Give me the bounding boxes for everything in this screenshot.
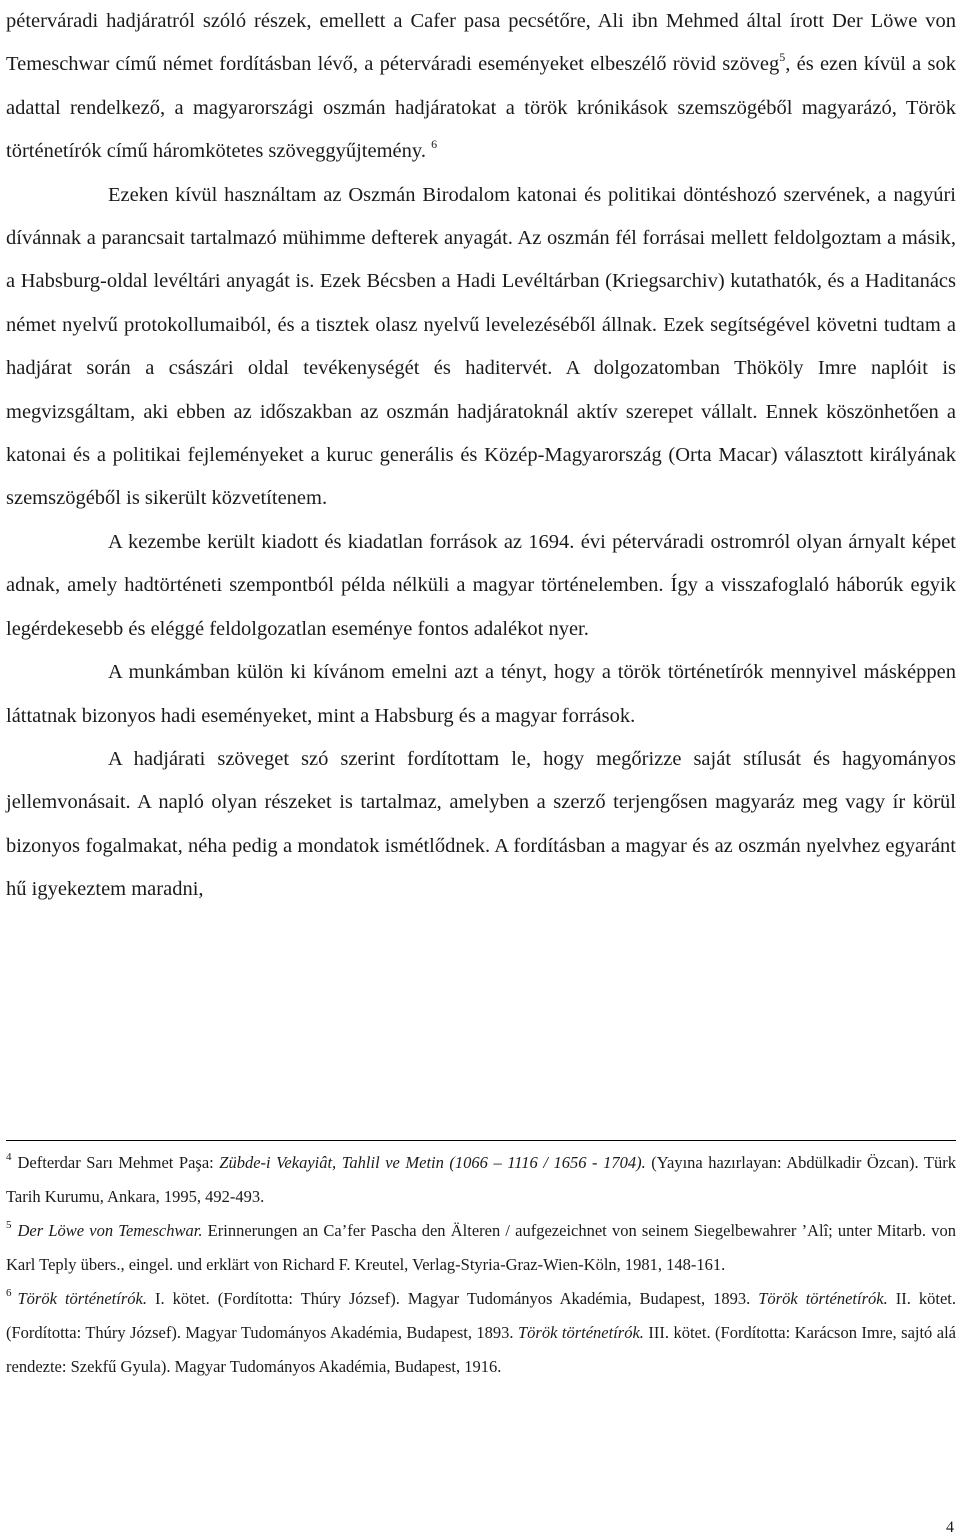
paragraph-5: A hadjárati szöveget szó szerint fordítottam le, hogy megőrizze saját stílusát és hagyományos jellemvonásait. A napló olyan részeket is tartalmaz, amelyben a szerző terjengősen magyaráz meg vagy ír körül bizonyos fogalmakat, néha pedig a mondatok ismétlődnek. A fordításban a magyar és az oszmán nyelvhez egyaránt hű igyekeztem maradni, [6, 747, 956, 901]
paragraph-1-text-a: péterváradi hadjáratról szóló részek, emellett a Cafer pasa pecsétőre, Ali ibn Mehmed által írott Der Löwe von Temeschwar című német fordításban lévő, a péterváradi eseményeket elbeszélő rövid szöveg [6, 10, 956, 76]
paragraph-1 [6, 0, 956, 174]
footnote-5 [6, 1214, 956, 1282]
page-number: 4 [946, 1519, 954, 1536]
footnotes [6, 1146, 956, 1384]
footnote-6-title-1: Török történetírók. [17, 1289, 147, 1308]
footnote-5-number: 5 [6, 1219, 12, 1231]
footnote-divider [6, 1140, 956, 1141]
footnote-6-number: 6 [6, 1287, 12, 1299]
footnote-5-publication: Erinnerungen an Ca’fer Pascha den Älteren / aufgezeichnet von seinem Siegelbewahrer ’Alî; unter Mitarb. von Karl Teply übers., eingel. und erklärt von Richard F. Kreutel, Verlag-Styria-Graz-Wien-Köln, 1981, 148-161. [6, 1221, 956, 1274]
footnote-5-title: Der Löwe von Temeschwar. [17, 1221, 203, 1240]
body-text [6, 0, 956, 912]
paragraph-1-text-b: , és ezen kívül a sok adattal rendelkező, a magyarországi oszmán hadjáratokat a török krónikások szemszögéből magyarázó, Török történetírók című háromkötetes szöveggyűjtemény. [6, 53, 957, 163]
paragraph-4: A munkámban külön ki kívánom emelni azt a tényt, hogy a török történetírók mennyivel másképpen láttatnak bizonyos hadi eseményeket, mint a Habsburg és a magyar források. [6, 661, 956, 727]
footnote-6-volume-1: I. kötet. (Fordította: Thúry József). Magyar Tudományos Akadémia, Budapest, 1893. [146, 1289, 759, 1308]
footnote-ref-5: 5 [779, 50, 786, 65]
paragraph-2: Ezeken kívül használtam az Oszmán Birodalom katonai és politikai döntéshozó szervének, a nagyúri dívánnak a parancsait tartalmazó mühimme defterek anyagát. Az oszmán fél forrásai mellett feldolgoztam a másik, a Habsburg-oldal levéltári anyagát is. Ezek Bécsben a Hadi Levéltárban (Kriegsarchiv) kutathatók, és a Haditanács német nyelvű protokollumaiból, és a tisztek olasz nyelvű levelezéséből állnak. Ezek segítségével követni tudtam a hadjárat során a császári oldal tevékenységét és haditervét. A dolgozatomban Thököly Imre naplóit is megvizsgáltam, aki ebben az időszakban az oszmán hadjáratoknál aktív szerepet vállalt. Ennek köszönhetően a katonai és a politikai fejleményeket a kuruc generális és Közép-Magyarország (Orta Macar) választott királyának szemszögéből is sikerült közvetítenem. [6, 183, 956, 510]
footnote-6-volume-2: II. kötet. (Fordította: Thúry József). Magyar Tudományos Akadémia, Budapest, 1893. [6, 1289, 956, 1342]
footnote-6-title-3: Török történetírók. [518, 1323, 644, 1342]
footnote-4 [6, 1146, 956, 1214]
footnote-ref-6: 6 [431, 137, 438, 152]
footnote-6 [6, 1282, 956, 1384]
paragraph-3: A kezembe került kiadott és kiadatlan források az 1694. évi péterváradi ostromról olyan árnyalt képet adnak, amely hadtörténeti szempontból példa nélküli a magyar történelemben. Így a visszafoglaló háborúk egyik legérdekesebb és eléggé feldolgozatlan eseménye fontos adalékot nyer. [6, 530, 956, 640]
footnote-4-publication: (Yayına hazırlayan: Abdülkadir Özcan). Türk Tarih Kurumu, Ankara, 1995, 492-493. [6, 1153, 956, 1206]
footnote-4-author: Defterdar Sarı Mehmet Paşa: [17, 1153, 220, 1172]
footnote-4-number: 4 [6, 1151, 12, 1163]
footnote-6-volume-3: III. kötet. (Fordította: Karácson Imre, sajtó alá rendezte: Szekfű Gyula). Magyar Tudományos Akadémia, Budapest, 1916. [6, 1323, 957, 1376]
footnote-4-title: Zübde-i Vekayiât, Tahlil ve Metin (1066 – 1116 / 1656 - 1704). [219, 1153, 646, 1172]
footnote-6-title-2: Török történetírók. [758, 1289, 888, 1308]
